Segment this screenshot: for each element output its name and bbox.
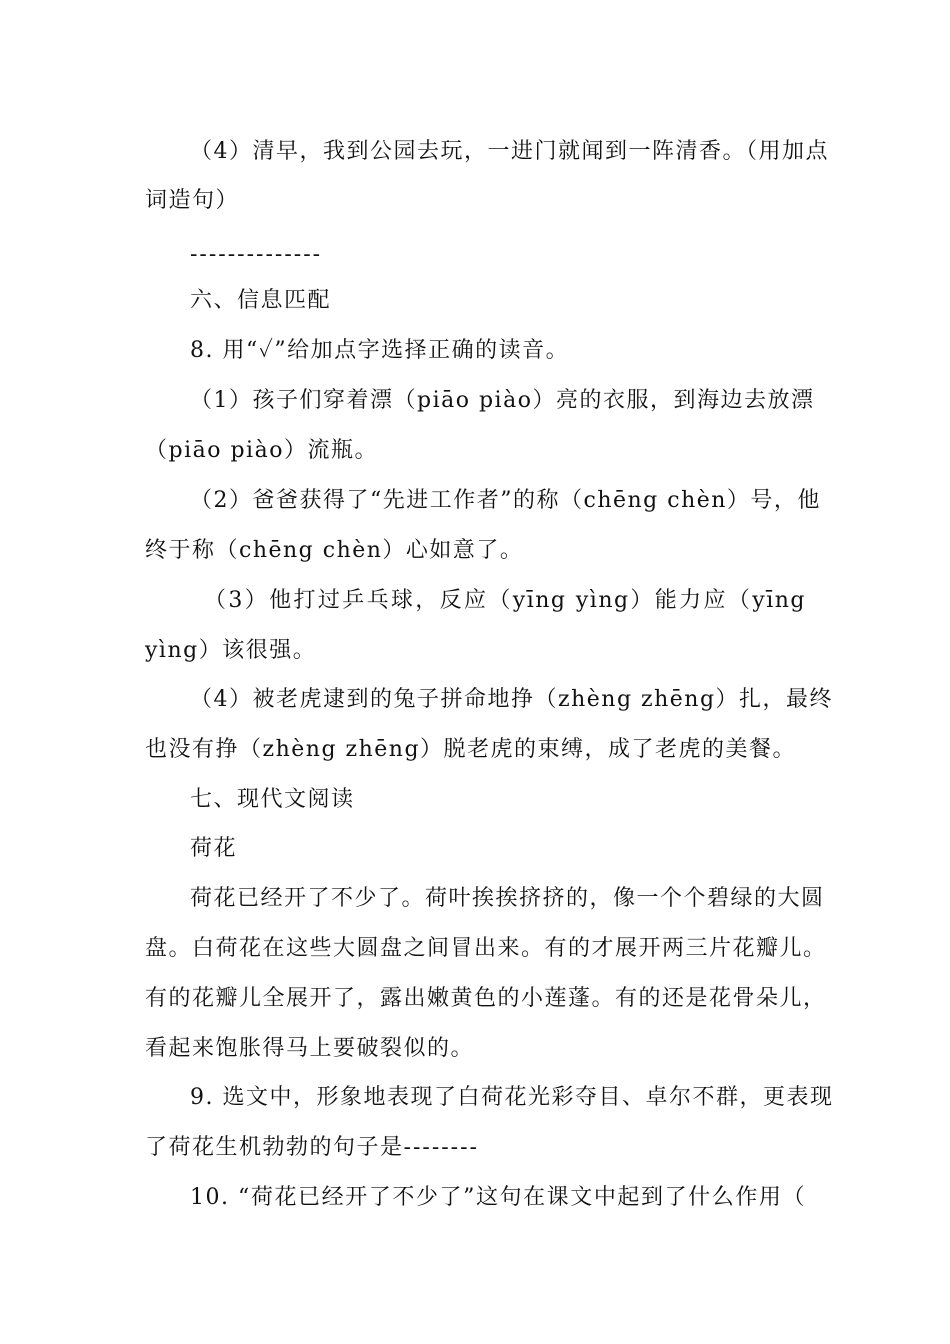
question-9-line-1: 9. 选文中，形象地表现了白荷花光彩夺目、卓尔不群，更表现	[190, 1085, 834, 1110]
question-9-answer-blank: --------	[403, 1135, 479, 1160]
question-8-1-line-2: （piāo piào）流瓶。	[145, 438, 378, 463]
section-6-title: 六、信息匹配	[190, 288, 332, 313]
passage-line-4: 看起来饱胀得马上要破裂似的。	[145, 1036, 475, 1061]
question-10-line-1: 10. “荷花已经开了不少了”这句在课文中起到了什么作用（	[190, 1185, 806, 1210]
question-9-text: 了荷花生机勃勃的句子是	[145, 1135, 404, 1160]
question-8-2-line-2: 终于称（chēng chèn）心如意了。	[145, 538, 524, 563]
passage-line-2: 盘。白荷花在这些大圆盘之间冒出来。有的才展开两三片花瓣儿。	[145, 936, 827, 961]
question-8-1-line-1: （1）孩子们穿着漂（piāo piào）亮的衣服，到海边去放漂	[190, 388, 815, 413]
question-8-4-line-1: （4）被老虎逮到的兔子拼命地挣（zhèng zhēng）扎，最终	[190, 687, 834, 712]
passage-line-3: 有的花瓣儿全展开了，露出嫩黄色的小莲蓬。有的还是花骨朵儿，	[145, 986, 827, 1011]
passage-line-1: 荷花已经开了不少了。荷叶挨挨挤挤的，像一个个碧绿的大圆	[190, 886, 825, 911]
question-8-2-line-1: （2）爸爸获得了“先进工作者”的称（chēng chèn）号，他	[190, 488, 821, 513]
question-4-answer-blank: --------------	[190, 242, 323, 267]
question-8-prompt: 8. 用“✓”给加点字选择正确的读音。	[190, 338, 570, 363]
passage-title: 荷花	[190, 836, 238, 861]
question-4-line-2: 词造句）	[145, 188, 240, 213]
question-8-3-line-2: yìng）该很强。	[145, 638, 317, 663]
section-7-title: 七、现代文阅读	[190, 787, 355, 812]
question-8-3-line-1: （3）他打过乒乓球，反应（yīng yìng）能力应（yīng	[204, 588, 806, 613]
question-9-line-2	[145, 1133, 479, 1163]
question-8-4-line-2: 也没有挣（zhèng zhēng）脱老虎的束缚，成了老虎的美餐。	[145, 737, 797, 762]
question-4-line-1: （4）清早，我到公园去玩，一进门就闻到一阵清香。（用加点	[190, 139, 829, 164]
